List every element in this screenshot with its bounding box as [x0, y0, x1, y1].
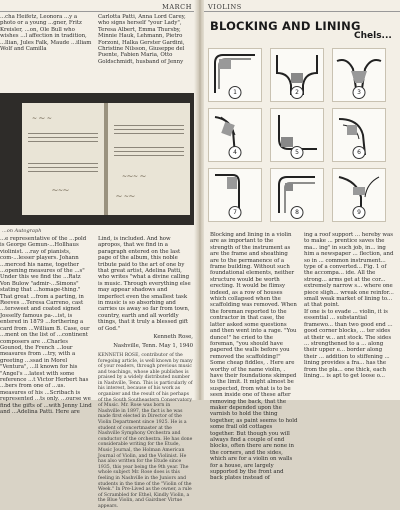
author-footnote: KENNETH ROSE, contributor of the foregoing article, is well known by many of your readers, through previous music and teachings, whose able publishes is praised by a widely distributed number in Nashville, Tenn. This is particularly of his interest, because of his work as organizer and the result of his perhaps of the South Southeastern Conservatory of Music. Mr. Rose was born in Nashville in 1897, the fact is he was made first elected in Director of the Violin Department since 1925. He is a student of concertmaster at the Nashville Symphony Orchestra and conductor of the orchestra. He has done considerable writing for the Etude, Music Journal, the Holman American Journal of Violin, and the Violinist. He has also written for the Etude since 1935, this year being the 9th year. The whole subject Mr. Rose does is this feeling in Nashville in the Juniors and students in the time of the "Violin of the Week." In Pre-Lived as the owner, a rule of Scrambled for Ethel, Kindly Violin, a the Blue Violin, and Gairdner Virtue appears. — [98, 352, 193, 509]
article-title: BLOCKING AND LINING — [210, 19, 361, 33]
figure-3 — [332, 48, 386, 102]
article-byline: Chels... — [354, 31, 392, 41]
figure-4 — [208, 108, 262, 162]
page-header-right: VIOLINS — [208, 3, 242, 11]
figure-number: 1 — [229, 86, 242, 99]
signature-name: Kenneth Rose, — [153, 334, 193, 341]
right-col2-body: ing a roof support ... hereby was to make ... prentice saves the ma... ing" in such job, in... ing him a newspaper ... flection, and so in ... common instrument... type of a converted... Fig. 1 of the accompa... ide. All the strong... arms get at the cor... extremely narrow s... where one piece sligh... wreak one reinfor... small weak market of lining to... at that point. If one is to evade ... violin, it is essential ... substantial framewo... than two good end ... good corner blocks, ... ter sides at their w... ant stock. The sides ... strengthened to a ... along their upper e... border along their ... addition to stiffening ... lining provides a fra... has the from the pla... one thick, each lining... is apt to get loose o... — [304, 232, 394, 379]
figure-number: 9 — [353, 206, 366, 219]
figure-number: 5 — [291, 146, 304, 159]
header-rule-right — [204, 11, 400, 12]
figure-7 — [208, 168, 262, 222]
handwriting-scribble: ~ ⁓ ~ — [32, 115, 52, 122]
figure-9 — [332, 168, 386, 222]
left-col1-top-text: ...cha Heifetz, Leonora ...y a photo or a young ...gner, Fritz Kreisler, ...on, Ole Bull who wishes ...l affection in tradition, ...llian, Jules Falk, Maude ...illiam Wolf and Camilla — [0, 14, 92, 53]
figure-number: 7 — [229, 206, 242, 219]
figure-2 — [270, 48, 324, 102]
right-page — [204, 0, 400, 482]
photo-caption: ...on Autograph — [2, 228, 42, 234]
left-page — [0, 0, 196, 509]
figure-number: 3 — [353, 86, 366, 99]
figure-1 — [208, 48, 262, 102]
header-rule-left — [0, 11, 196, 12]
signature-place: Nashville, Tenn. May 1, 1940 — [113, 342, 193, 349]
autograph-album-photo — [0, 93, 194, 225]
handwriting-scribble: ⁓~⁓ — [52, 187, 70, 194]
handwriting-scribble: ~⁓~ ⁓ — [122, 173, 146, 180]
open-album-image — [22, 103, 190, 215]
figure-6 — [332, 108, 386, 162]
album-right-page — [108, 103, 190, 215]
album-left-page — [22, 103, 104, 215]
right-col1-body: Blocking and lining in a violin are as important to the strength of the instrument as are the frame and sheathing are to the permanence of a frame building. Without such foundational elements, neither structure would be worth erecting. It would be flimsy indeed, as a row of houses which collapsed when the scaffolding was removed. When the foreman reported to the contractor in that case, the latter asked some questions and then went into a rage. "You dunce!" he cried to the foreman, "you should have papered the walls before you removed the scaffolding!" Some cheap fiddles, . Here are worthy of the name violin, . have their foundations skimped to the limit. It might almost be suspected, from what is to be seen inside one of these after removing the back, that the maker depended upon the varnish to hold the thing together, as paint seems to hold some frail old cottages together. But though you will always find a couple of end blocks, often there are none in the corners, and the sides, which are for a violin on walls for a house, are largely supported by the front and back plates instead of — [210, 232, 298, 482]
figure-number: 2 — [291, 86, 304, 99]
figure-number: 8 — [291, 206, 304, 219]
left-col2-body-block — [98, 236, 193, 509]
figure-grid — [208, 48, 400, 224]
left-col1-body: ...e representative of the ...pold is George Gemun-...Hollhaus violinist. ...ray of pianists, com-...lesser players. Johann ...merced his name, together ...opening measures of the ...s" Under this we find the ...Ratz Von Bulow "admir-...Simons" stating that ...homage-thing." That great ...from a parting, in Reeves ...Teresa Carreno, cast ...tersweet and coated signed Josselfy famous pa-...ist, is entered in 1879 ...forthering a card from ...William B. Case, our ...ment on the list of ...continent composers are ...Charles Gounod, the French ...lour measures from ...try, with a greeting ...ssad in Morel "Ventura", ...ll known for his "Angel's ...latest with some reference ...t Victor Herbert has ...bers from one of ...us. measures of his ...Scribach is represented ...ts only. ...ourse we find the gifts of ...with Jenny Lind and ...Adelina Patti. Here are — [0, 236, 92, 415]
figure-number: 6 — [353, 146, 366, 159]
handwriting-scribble: ⁓ ~⁓ — [116, 193, 135, 200]
page-header-left: MARCH — [162, 3, 192, 11]
left-col2-body: Lind, is included. And how apropos, that we find in a paragraph entered on the last page of the album, this noble tribute paid to the art of one by that great artist, Adelina Patti, who writes "what a divine calling is music. Through everything else may appear shadows and imperfect even the smallest task in music is so absorbing and carries us away so far from town, country, earth and all worldly things, that it truly a blessed gift of God." — [98, 236, 191, 332]
figure-5 — [270, 108, 324, 162]
figure-number: 4 — [229, 146, 242, 159]
figure-8 — [270, 168, 324, 222]
left-col2-top-text: Carlotta Patti, Anna Lord Carey, who signs herself "your Lady", Teresa Albert, Emma Thursby, Minnie Hauk, Lehmann, Pietro Forzoni, Halka Gerster Gardini, Christine Nilsson, Giuseppe del Puente, Fabien Maria, Otto Goldschmidt, husband of Jenny — [98, 14, 186, 65]
